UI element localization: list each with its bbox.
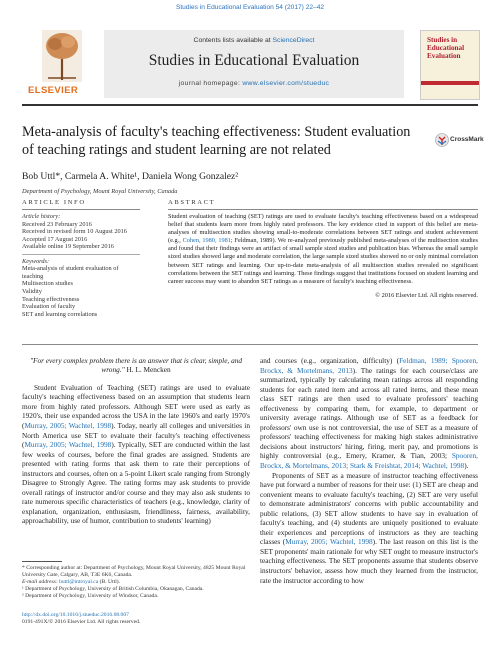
cover-title: Studies in Educational Evaluation [427, 36, 465, 60]
email-link[interactable]: buttl@mtroyal.ca [59, 579, 99, 585]
history-item: Available online 19 September 2016 [22, 243, 114, 251]
epigraph [22, 356, 250, 375]
article-title: Meta-analysis of faculty's teaching effectiveness: Student evaluation of teaching ratings and student learning are not related [22, 124, 411, 158]
citation-link[interactable]: Murray, 2005; Wachtel, 1998 [24, 421, 112, 430]
cover-stripe [421, 81, 479, 85]
affiliation: Department of Psychology, Mount Royal University, Canada [22, 188, 178, 195]
journal-reference[interactable]: Studies in Educational Evaluation 54 (2017) 22–42 [175, 4, 325, 11]
issn-line: 0191-491X/© 2016 Elsevier Ltd. All rights reserved. [22, 619, 141, 625]
elsevier-tree-icon [42, 30, 82, 82]
keyword-item: Evaluation of faculty [22, 303, 76, 311]
masthead-divider [22, 104, 478, 106]
paragraph [260, 356, 478, 471]
citation-link[interactable]: Murray, 2005; Wachtel, 1998 [24, 440, 112, 450]
footnote-2: ² Department of Psychology, University of Windsor, Canada. [22, 593, 159, 599]
crossmark-label: CrossMark [450, 136, 484, 143]
doi-link[interactable]: http://dx.doi.org/10.1016/j.stueduc.2016.08.007 [22, 612, 129, 618]
paragraph-text: ). The last reason on this list is the SET proponents' main rationale for why SET ought to measure instructor's teaching effectiveness. The SET proponents assume that students observe instructors' behavior, assess how much they learned from the instructor, rate the instructor according to how [260, 537, 478, 585]
abstract-heading: ABSTRACT [168, 199, 216, 206]
citation-link[interactable]: Murray, 2005; Wachtel, 1998 [285, 537, 373, 547]
article-info [22, 213, 140, 318]
paragraph-text: ). [464, 461, 469, 471]
footnote-1: ¹ Department of Psychology, University of British Columbia, Okanagan, Canada. [22, 586, 204, 592]
homepage-prefix: journal homepage: [178, 80, 243, 87]
footnote-rule [22, 561, 62, 562]
homepage-line [104, 80, 404, 87]
paragraph [22, 383, 250, 526]
body-right-column [260, 356, 478, 585]
epigraph-author: H. L. Mencken [124, 365, 171, 375]
paragraph [260, 471, 478, 586]
author-list[interactable]: Bob Uttl*, Carmela A. White¹, Daniela Wong Gonzalez² [22, 171, 239, 182]
citation-link[interactable]: Spooren, Brockx, & Mortelmans, 2013; Stark & Freishtat, 2014; Wachtel, 1998 [260, 451, 478, 471]
keyword-item: Teaching effectiveness [22, 295, 80, 303]
keyword-item: SET and learning correlations [22, 310, 98, 318]
article-info-rule [22, 209, 140, 210]
contents-line [104, 37, 404, 44]
history-item: Received in revised form 10 August 2016 [22, 228, 127, 236]
paragraph-text: Student Evaluation of Teaching (SET) ratings are used to evaluate faculty's teaching effectiveness based on an assumption that students learn more from highly rated professors. Although SET were used as early as 1920's, their use expanded across the USA in the late 1960's and early 1970's ( [22, 382, 250, 430]
masthead [104, 30, 404, 98]
article-info-heading: ARTICLE INFO [22, 199, 86, 206]
body-left-column [22, 356, 250, 526]
citation-link[interactable]: Cohen, 1980, 1981 [182, 237, 231, 245]
sciencedirect-link[interactable]: ScienceDirect [272, 37, 315, 44]
paragraph-text: ). The ratings for each course/class are summarized, typically by calculating mean ratings across all responding students for each rated item and across all rated items, and these mean class SET ratings are then used to evaluate professors' teaching effectiveness by comparing them, for example, to department or university average ratings. Although use of SET as a feedback for professors' own use is not controversial, the use of SET as a measure of professors' teaching effectiveness for making high stakes administrative decisions about instructors' hiring, firing, merit pay, and promotions is highly controversial (e.g., Emery, Kramer, & Tian, 2003; [260, 365, 478, 461]
journal-title: Studies in Educational Evaluation [148, 52, 360, 69]
crossmark-badge[interactable] [435, 132, 484, 152]
doi-block [22, 612, 250, 626]
crossmark-icon [435, 133, 449, 149]
keyword-item: Validity [22, 287, 42, 295]
keyword-item: Meta-analysis of student evaluation of teaching [22, 265, 119, 280]
citation-link[interactable]: Feldman, 1989; Spooren, Brockx, & Mortelmans, 2013 [260, 356, 478, 375]
email-label: E-mail address: [22, 579, 60, 585]
epigraph-quote: "For every complex problem there is an answer that is clear, simple, and wrong." [29, 356, 243, 375]
abstract-rule [168, 209, 478, 210]
email-suffix: (B. Uttl). [98, 579, 121, 585]
paragraph-text: and courses (e.g., organization, difficulty) ( [260, 356, 400, 365]
keyword-item: Multisection studies [22, 280, 73, 288]
history-label: Article history: [22, 213, 61, 220]
abstract-copyright: © 2016 Elsevier Ltd. All rights reserved. [375, 291, 478, 299]
paragraph-text: ). Typically, SET are conducted within the last few weeks of courses, before the final grades are assigned. Students are presented with rating forms that ask them to rate their perceptions of instructors and courses, often on a 5-point Likert scale ranging from Strongly Disagree to Strongly Agree. The rating forms may ask students to provide overall ratings of instructor and/or course and they may also ask students to rate numerous specific characteristics of teachers (e.g., knowledge, clarity of explanation, organization, enthusiasm, friendliness, fairness, availability, approachability, use of humor, contribution to students' learning) [22, 440, 251, 526]
abstract-text-part: ; Feldman, 1989). We re-analyzed previously published meta-analyses of the multisection studies and found that their findings were an artifact of small sample sized studies and publication bias. Whereas the small sample sized studies showed large and moderate correlation, the large sample sized studies showed no or only minimal correlation between SET ratings and learning. Our up-to-date meta-analysis of all multisection studies revealed no significant correlations between the SET ratings and learning. These findings suggest that institutions focused on student learning and career success may want to abandon SET ratings as a measure of faculty's teaching effectiveness. [168, 237, 478, 285]
homepage-link[interactable]: www.elsevier.com/stueduc [242, 80, 330, 87]
abstract-text [168, 213, 478, 286]
journal-cover [420, 30, 480, 100]
abstract [168, 213, 478, 300]
history-item: Received 23 February 2016 [22, 220, 92, 228]
keywords-label: Keywords: [22, 257, 50, 265]
contents-prefix: Contents lists available at [193, 37, 273, 44]
elsevier-logo [22, 30, 102, 98]
elsevier-wordmark: ELSEVIER [28, 85, 79, 96]
corresponding-author-note: * Corresponding author at: Department of Psychology, Mount Royal University, 4825 Mount Royal University Gate, Calgary, AB, T3E 6K6, Canada. [22, 565, 246, 578]
paragraph-text: ). Today, nearly all colleges and universities in North America use SET to evaluate their faculty's teaching effectiveness ( [22, 421, 250, 450]
abstract-bottom-rule [22, 344, 478, 345]
info-divider [22, 254, 140, 255]
paragraph-text: Proponents of SET as a measure of instructor teaching effectiveness have put forward a number of reasons for their use: (1) SET are cheap and convenient means to evaluate faculty's teaching, (2) SET are very useful to demonstrate administrators' concerns with public accountability and public relations, (3) SET allow students to have say in evaluation of faculty's teaching, and (4) students are uniquely positioned to evaluate their experiences and perceptions of instructors as they are teaching classes ( [260, 470, 478, 547]
email-note [22, 579, 250, 586]
footnotes [22, 565, 250, 600]
history-item: Accepted 17 August 2016 [22, 235, 88, 243]
abstract-text-part: Student evaluation of teaching (SET) ratings are used to evaluate faculty's teaching effectiveness based on a widespread belief that students learn more from highly rated professors. The key evidence cited in support of this belief are meta-analyses of multisection studies showing small-to-moderate correlations between SET ratings and student achievement (e.g., [168, 213, 478, 245]
